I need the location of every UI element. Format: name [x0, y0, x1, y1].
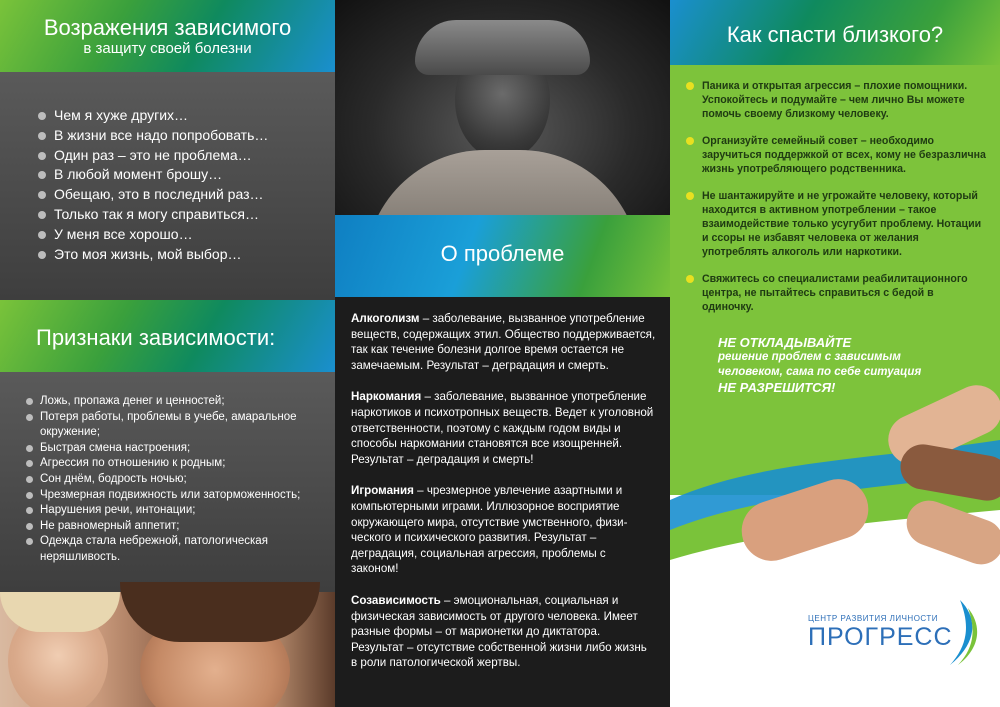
callout	[686, 327, 986, 395]
definition: – заболевание, вызванное употребление веществ, содержащих этил. Общество поддерживается, так как течение болезни долгое время остается не замечаемым. Результат – деградация и смерть.	[351, 312, 656, 372]
list-item: В любой момент брошу…	[38, 165, 335, 185]
list-item: Потеря работы, проблемы в учебе, амаральное окружение;	[26, 410, 325, 441]
woman-hair	[0, 592, 120, 632]
section-alcoholism	[351, 311, 656, 373]
list-item: Организуйте семейный совет – необходимо заручиться поддержкой от всех, кому не безразлична жизнь употребляющего родственника.	[686, 134, 986, 176]
objections-subtitle: в защиту своей болезни	[83, 40, 252, 57]
hands-shape	[415, 20, 590, 75]
callout-line: решение проблем с зависимым	[718, 351, 901, 363]
section-codependency	[351, 593, 656, 671]
left-panel	[0, 0, 335, 707]
list-item: Сон днём, бодрость ночью;	[26, 472, 325, 488]
list-item: Паника и открытая агрессия – плохие помощники. Успокойтесь и подумайте – чем лично Вы можете помочь своему близкому человеку.	[686, 79, 986, 121]
list-item: Чем я хуже других…	[38, 106, 335, 126]
list-item: Не равномерный аппетит;	[26, 519, 325, 535]
logo-name: ПРОГРЕСС	[808, 623, 953, 651]
list-item: Быстрая смена настроения;	[26, 441, 325, 457]
callout-line: человеком, сама по себе ситуация	[718, 366, 922, 378]
term: Созависимость	[351, 593, 441, 607]
term: Алкоголизм	[351, 312, 420, 325]
boy-hair	[120, 582, 320, 642]
list-item: Не шантажируйте и не угрожайте человеку, который находится в активном употреблении – такое взаимодействие только усугубит проблему. Нотации и ссоры не избавят человека от желания употреблять алкоголь или наркотики.	[686, 189, 986, 259]
list-item: Агрессия по отношению к родным;	[26, 456, 325, 472]
objections-list	[0, 72, 335, 300]
list-item: Чрезмерная подвижность или заторможенность;	[26, 488, 325, 504]
definition: – чрезмерное увлечение азартными и компьютерными играми. Иллюзорное восприятие окружающего мира, отсутствие умственного, физического и психического развития. Результат – деградация, социальная агрессия, проблемы с законом!	[351, 484, 628, 576]
objections-title: Возражения зависимого	[43, 15, 292, 40]
problem-title: О проблеме	[335, 215, 670, 297]
list-item: Только так я могу справиться…	[38, 205, 335, 225]
list-item: Обещаю, это в последний раз…	[38, 185, 335, 205]
right-panel	[670, 0, 1000, 707]
signs-title: Признаки зависимости:	[0, 300, 335, 372]
list-item: Одежда стала небрежной, патологическая неряшливость.	[26, 534, 325, 565]
list-item: Нарушения речи, интонации;	[26, 503, 325, 519]
logo-swoosh-icon	[950, 600, 980, 665]
list-item: У меня все хорошо…	[38, 225, 335, 245]
help-title: Как спасти близкого?	[670, 0, 1000, 65]
signs-list	[0, 372, 335, 592]
section-gambling	[351, 483, 656, 577]
list-item: В жизни все надо попробовать…	[38, 126, 335, 146]
list-item: Это моя жизнь, мой выбор…	[38, 245, 335, 265]
objections-header	[0, 0, 335, 72]
term: Наркомания	[351, 390, 422, 404]
term: Игромания	[351, 484, 414, 498]
definition: – заболевание, вызванное употребление наркотиков и психотропных веществ. Ведет к уголовной ответственности, поэтому с каждым годом виды и способы наркомании становятся все изощренней. Результат – деградация и смерть!	[351, 390, 654, 466]
middle-panel	[335, 0, 670, 707]
family-photo	[0, 592, 335, 707]
list-item: Ложь, пропажа денег и ценностей;	[26, 394, 325, 410]
list-item: Свяжитесь со специалистами реабилитационного центра, не пытайтесь справиться с бедой в одиночку.	[686, 272, 986, 314]
man-photo	[335, 0, 670, 215]
list-item: Один раз – это не проблема…	[38, 146, 335, 166]
logo	[808, 614, 953, 652]
definition: – эмоциональная, социальная и физическая зависимость от другого человека. Имеет разные формы – от марионетки до диктатора. Результат – отсутствие собственной жизни либо жизнь в роли патологической жертвы.	[351, 593, 647, 670]
logo-subtitle: ЦЕНТР РАЗВИТИЯ ЛИЧНОСТИ	[808, 614, 939, 623]
callout-line: НЕ ОТКЛАДЫВАЙТЕ	[718, 335, 852, 350]
section-drugs	[351, 389, 656, 467]
problem-body	[335, 297, 670, 687]
callout-line: НЕ РАЗРЕШИТСЯ!	[718, 380, 836, 395]
